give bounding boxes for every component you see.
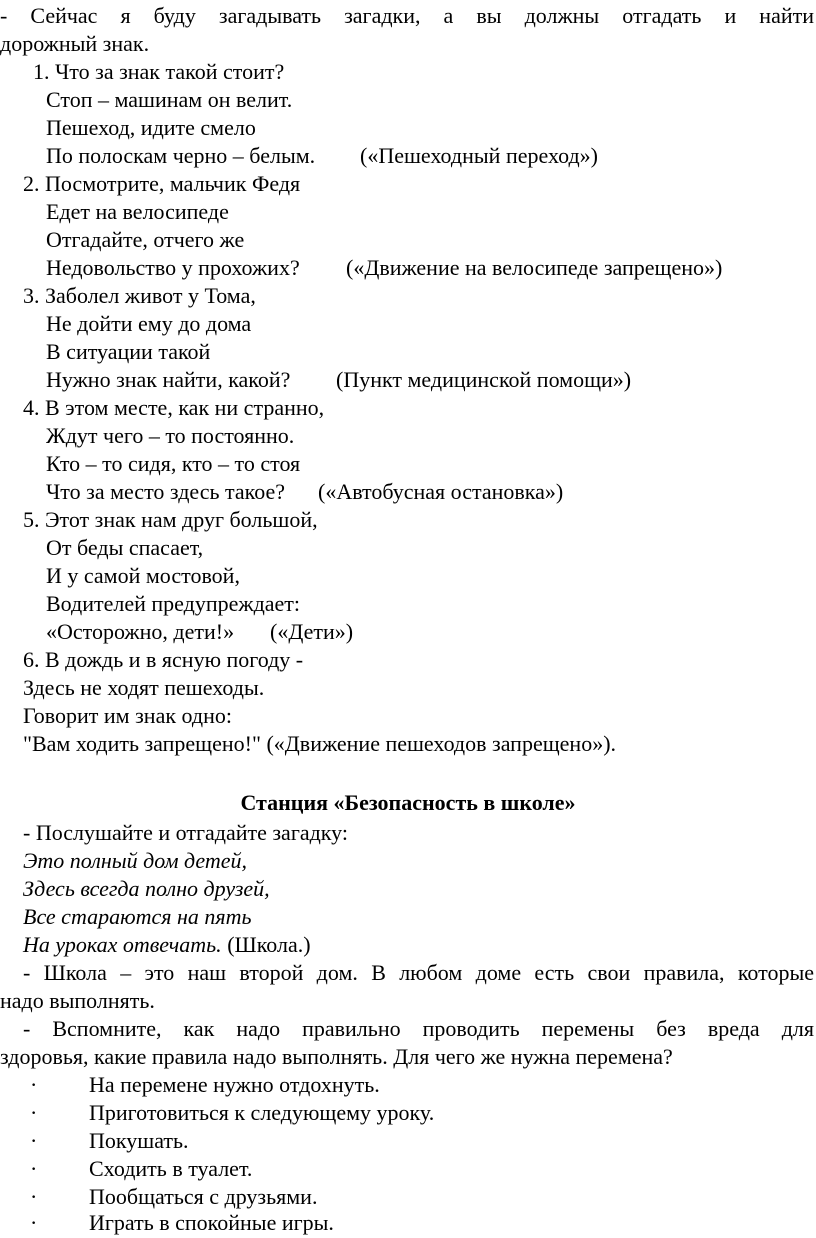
riddle-1-last-line: По полоскам черно – белым. (46, 143, 316, 168)
paragraph-1-line-1: - Школа – это наш второй дом. В любом доме есть свои правила, которые (23, 960, 814, 985)
list-item-text: Пообщаться с друзьями. (89, 1184, 318, 1209)
riddle-1-line: Пешеход, идите смело (46, 115, 256, 140)
riddle-4-line: Кто – то сидя, кто – то стоя (46, 451, 301, 476)
paragraph-2-line-2: здоровья, какие правила надо выполнять. Для чего же нужна перемена? (0, 1044, 673, 1069)
riddle-2-title: 2. Посмотрите, мальчик Федя (23, 171, 301, 196)
verse-line: Это полный дом детей, (23, 848, 248, 873)
riddle-2-line: Едет на велосипеде (46, 199, 229, 224)
verse-answer: (Школа.) (221, 932, 311, 957)
list-item-text: На перемене нужно отдохнуть. (89, 1072, 380, 1097)
riddle-6-title: 6. В дождь и в ясную погоду - (23, 647, 304, 672)
riddle-1-line: Стоп – машинам он велит. (46, 87, 293, 112)
list-item-text: Приготовиться к следующему уроку. (89, 1100, 435, 1125)
verse-line: На уроках отвечать. (23, 932, 222, 957)
riddle-1-title: 1. Что за знак такой стоит? (33, 59, 285, 84)
list-item (0, 1127, 816, 1155)
list-item-text: Покушать. (89, 1128, 189, 1153)
list-item (0, 1071, 816, 1099)
bullet-dot: · (30, 1184, 38, 1209)
bullet-dot: · (30, 1072, 38, 1097)
riddle-2-line: Отгадайте, отчего же (46, 227, 245, 252)
list-item-text: Сходить в туалет. (89, 1156, 253, 1181)
riddle-3-title: 3. Заболел живот у Тома, (23, 283, 256, 308)
verse-line: Все стараются на пять (23, 904, 252, 929)
riddle-3-line: Не дойти ему до дома (46, 311, 252, 336)
riddle-1-answer: («Пешеходный переход») (360, 143, 599, 168)
riddle-4-answer: («Автобусная остановка») (318, 479, 564, 504)
list-item-text: Играть в спокойные игры. (89, 1210, 334, 1235)
station-title: Станция «Безопасность в школе» (240, 790, 576, 815)
intro-line-2: дорожный знак. (0, 31, 150, 56)
riddle-5-title: 5. Этот знак нам друг большой, (23, 507, 318, 532)
paragraph-2-line-1: - Вспомните, как надо правильно проводить перемены без вреда для (23, 1016, 814, 1041)
bullet-dot: · (30, 1210, 38, 1235)
paragraph-1-line-2: надо выполнять. (0, 988, 155, 1013)
riddle-3-answer: (Пункт медицинской помощи») (336, 367, 632, 392)
riddle-6-line: Здесь не ходят пешеходы. (23, 675, 265, 700)
riddle-6-line: Говорит им знак одно: (23, 703, 232, 728)
verse-last-line (23, 931, 311, 959)
intro-line-1: - Сейчас я буду загадывать загадки, а вы должны отгадать и найти (0, 3, 814, 28)
riddle-6-last-line: "Вам ходить запрещено!" («Движение пешеходов запрещено»). (23, 731, 617, 756)
riddle-4-title: 4. В этом месте, как ни странно, (23, 395, 325, 420)
riddle-5-line: Водителей предупреждает: (46, 591, 301, 616)
riddle-5-line: И у самой мостовой, (46, 563, 240, 588)
riddle-5-line: От беды спасает, (46, 535, 204, 560)
riddle-2-last-line: Недовольство у прохожих? (46, 255, 300, 280)
riddle-4-last-line: Что за место здесь такое? (46, 479, 286, 504)
station-prompt: - Послушайте и отгадайте загадку: (23, 820, 348, 845)
bullet-dot: · (30, 1128, 38, 1153)
bullet-dot: · (30, 1156, 38, 1181)
riddle-4-line: Ждут чего – то постоянно. (46, 423, 295, 448)
riddle-5-last-line: «Осторожно, дети!» (46, 619, 235, 644)
riddle-5-answer: («Дети») (270, 619, 354, 644)
verse-line: Здесь всегда полно друзей, (23, 876, 270, 901)
riddle-3-last-line: Нужно знак найти, какой? (46, 367, 291, 392)
list-item (0, 1183, 816, 1211)
list-item (0, 1209, 816, 1237)
bullet-dot: · (30, 1100, 38, 1125)
list-item (0, 1155, 816, 1183)
riddle-3-line: В ситуации такой (46, 339, 211, 364)
list-item (0, 1099, 816, 1127)
riddle-2-answer: («Движение на велосипеде запрещено») (346, 255, 723, 280)
